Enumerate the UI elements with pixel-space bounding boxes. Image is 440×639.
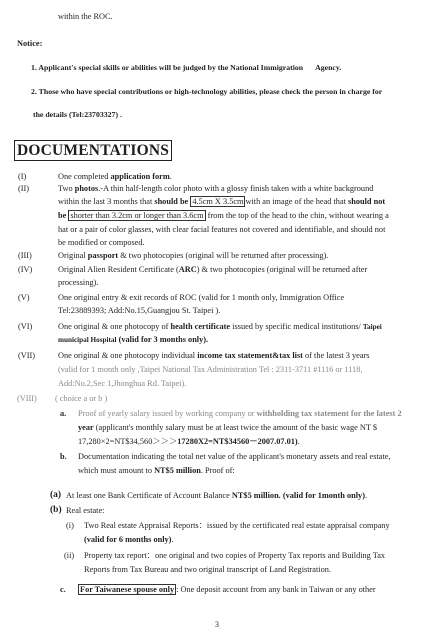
sub-item-letter: c. bbox=[60, 585, 66, 594]
item-text: Property tax report：one original and two copies of Property Tax reports and Building Tax bbox=[84, 551, 386, 560]
sub-item-letter: b. bbox=[60, 452, 67, 461]
item-text: One original entry & exit records of ROC (valid for 1 month only, Immigration Office bbox=[58, 293, 345, 302]
item-text-bold: municipal Hospital bbox=[58, 336, 117, 344]
item-text-bold: health certificate bbox=[170, 322, 231, 331]
item-text: (valid for 1 month only ,Taipei National Tax Administration Tel : 2311-3711 #1116 or 1118, bbox=[58, 365, 363, 374]
item-text: hat or a pair of color glasses, with clear facial features not covered and identifiable, and should not bbox=[58, 225, 386, 234]
item-text: Documentation indicating the total net value of the applicant's monetary assets and real estate, bbox=[78, 452, 391, 461]
item-text-bold: should not bbox=[348, 197, 386, 206]
item-text: processing). bbox=[58, 278, 99, 287]
item-text-part: issued by specific medical institutions/ bbox=[230, 322, 361, 331]
item-text-bold: application form bbox=[110, 172, 170, 181]
sub-item-number: (b) bbox=[50, 505, 62, 515]
item-text-part: One original & one photocopy of bbox=[58, 322, 171, 331]
spouse-box: For Taiwanese spouse only bbox=[80, 585, 175, 594]
item-text-bold: passport bbox=[87, 251, 119, 260]
item-text-bold: be bbox=[58, 211, 67, 220]
item-text-bold: withholding tax statement for the latest 2 bbox=[256, 409, 402, 418]
item-text-part: . bbox=[297, 437, 300, 446]
item-text bbox=[78, 436, 300, 447]
item-text-part: Proof of yearly salary issued by working company or bbox=[78, 409, 257, 418]
item-text bbox=[58, 210, 389, 221]
item-text-part: of the latest 3 years bbox=[302, 351, 370, 360]
item-number: (VII) bbox=[18, 351, 36, 360]
item-text: be modified or composed. bbox=[58, 238, 145, 247]
item-text-part: . Proof of: bbox=[200, 466, 235, 475]
item-number: (I) bbox=[18, 172, 27, 181]
item-text-part: One completed bbox=[58, 172, 111, 181]
notice-label: Notice: bbox=[17, 39, 43, 48]
notice-item-2-cont: the details (Tel:23703327) . bbox=[33, 110, 122, 119]
item-text-part: from the top of the head to the chin, without wearing a bbox=[207, 211, 389, 220]
item-text-part: & two photocopies (original will be returned after processing). bbox=[118, 251, 329, 260]
item-text-part: Two bbox=[58, 184, 75, 193]
item-text bbox=[78, 465, 235, 476]
section-heading: DOCUMENTATIONS bbox=[14, 140, 172, 161]
text-line: within the ROC. bbox=[58, 12, 113, 21]
item-text-part: Original Alien Resident Certificate ( bbox=[58, 265, 179, 274]
item-number: (IV) bbox=[18, 265, 33, 274]
item-text bbox=[78, 584, 376, 595]
item-text-part: (applicant's monthly salary must be at least twice the amount of the basic wage NT $ bbox=[93, 423, 378, 432]
item-text-bold: (valid for 3 months only). bbox=[116, 335, 209, 344]
item-text: Two Real estate Appraisal Reports：issued by the certificated real estate appraisal company bbox=[84, 521, 390, 530]
item-text-part: Original bbox=[58, 251, 88, 260]
item-number: (VI) bbox=[18, 322, 33, 331]
item-text-part: . bbox=[364, 491, 368, 500]
page-number: 3 bbox=[215, 620, 219, 629]
item-text-bold: (valid for 6 months only) bbox=[84, 535, 172, 544]
item-text bbox=[78, 422, 377, 433]
item-text-part: within the last 3 months that bbox=[58, 197, 155, 206]
sub-item-number: (a) bbox=[50, 490, 62, 500]
item-text-part: which must amount to bbox=[78, 466, 155, 475]
item-text-bold: year bbox=[78, 423, 94, 432]
item-text bbox=[58, 350, 370, 361]
sub-item-letter: a. bbox=[60, 409, 67, 418]
item-text bbox=[58, 183, 373, 194]
item-text bbox=[84, 534, 174, 545]
item-text-bold: Taipei bbox=[362, 323, 382, 331]
notice-item-1-end: Agency. bbox=[315, 63, 342, 72]
item-text-part: 17,280×2=NT$34,560＞＞＞ bbox=[78, 437, 178, 446]
head-size-box: shorter than 3.2cm or longer than 3.6cm bbox=[70, 211, 204, 220]
notice-item-2: 2. Those who have special contributions or high-technology abilities, please check the person in charge for bbox=[31, 87, 383, 96]
item-number: (III) bbox=[18, 251, 32, 260]
item-text-part: : One deposit account from any bank in Taiwan or any other bbox=[176, 585, 376, 594]
notice-item-1-text: 1. Applicant's special skills or abilities will be judged by the National Immigration bbox=[31, 63, 304, 72]
item-number: (VIII) bbox=[17, 394, 37, 403]
item-text: Add:No.2,Sec 1,Jhonghua Rd. Taipei). bbox=[58, 379, 187, 388]
item-text-part: . bbox=[171, 535, 174, 544]
sub-sub-item-number: (ii) bbox=[64, 551, 75, 560]
item-text: ( choice a or b ) bbox=[55, 394, 108, 403]
item-text bbox=[58, 250, 328, 261]
item-text bbox=[58, 334, 208, 346]
item-text-bold: income tax statement&tax list bbox=[197, 351, 303, 360]
item-text bbox=[58, 321, 382, 333]
item-text-part: with an image of the head that bbox=[245, 197, 349, 206]
item-text-part: . bbox=[169, 172, 172, 181]
item-text: Tel:23889393; Add:No.15,Guangjou St. Taipei ). bbox=[58, 306, 221, 315]
item-text: Real estate: bbox=[66, 506, 105, 515]
item-text-part: ) & two photocopies (original will be returned after bbox=[196, 265, 368, 274]
item-text-bold: 17280X2=NT$34560－2007.07.01) bbox=[177, 437, 298, 446]
item-text-bold: NT$5 million bbox=[154, 466, 201, 475]
notice-item-1 bbox=[31, 62, 341, 73]
item-text bbox=[58, 196, 385, 207]
item-text bbox=[58, 171, 172, 182]
item-text-bold: photos bbox=[74, 184, 99, 193]
item-text-part: .-A thin half-length color photo with a glossy finish taken with a white background bbox=[98, 184, 374, 193]
sub-sub-item-number: (i) bbox=[66, 521, 74, 530]
item-text-bold: should be bbox=[154, 197, 189, 206]
item-number: (II) bbox=[18, 184, 30, 193]
item-text-bold: NT$5 million. (valid for 1month only) bbox=[231, 491, 365, 500]
photo-size-box: 4.5cm X 3.5cm bbox=[192, 197, 244, 206]
item-text-part: At least one Bank Certificate of Account Balance bbox=[66, 491, 232, 500]
item-text: Reports from Tax Bureau and two original transcript of Land Registration. bbox=[84, 565, 331, 574]
item-text-part: One original & one photocopy individual bbox=[58, 351, 198, 360]
item-text bbox=[66, 490, 367, 501]
item-text bbox=[58, 264, 367, 275]
item-text bbox=[78, 408, 402, 419]
item-number: (V) bbox=[18, 293, 30, 302]
item-text-bold: ARC bbox=[178, 265, 197, 274]
